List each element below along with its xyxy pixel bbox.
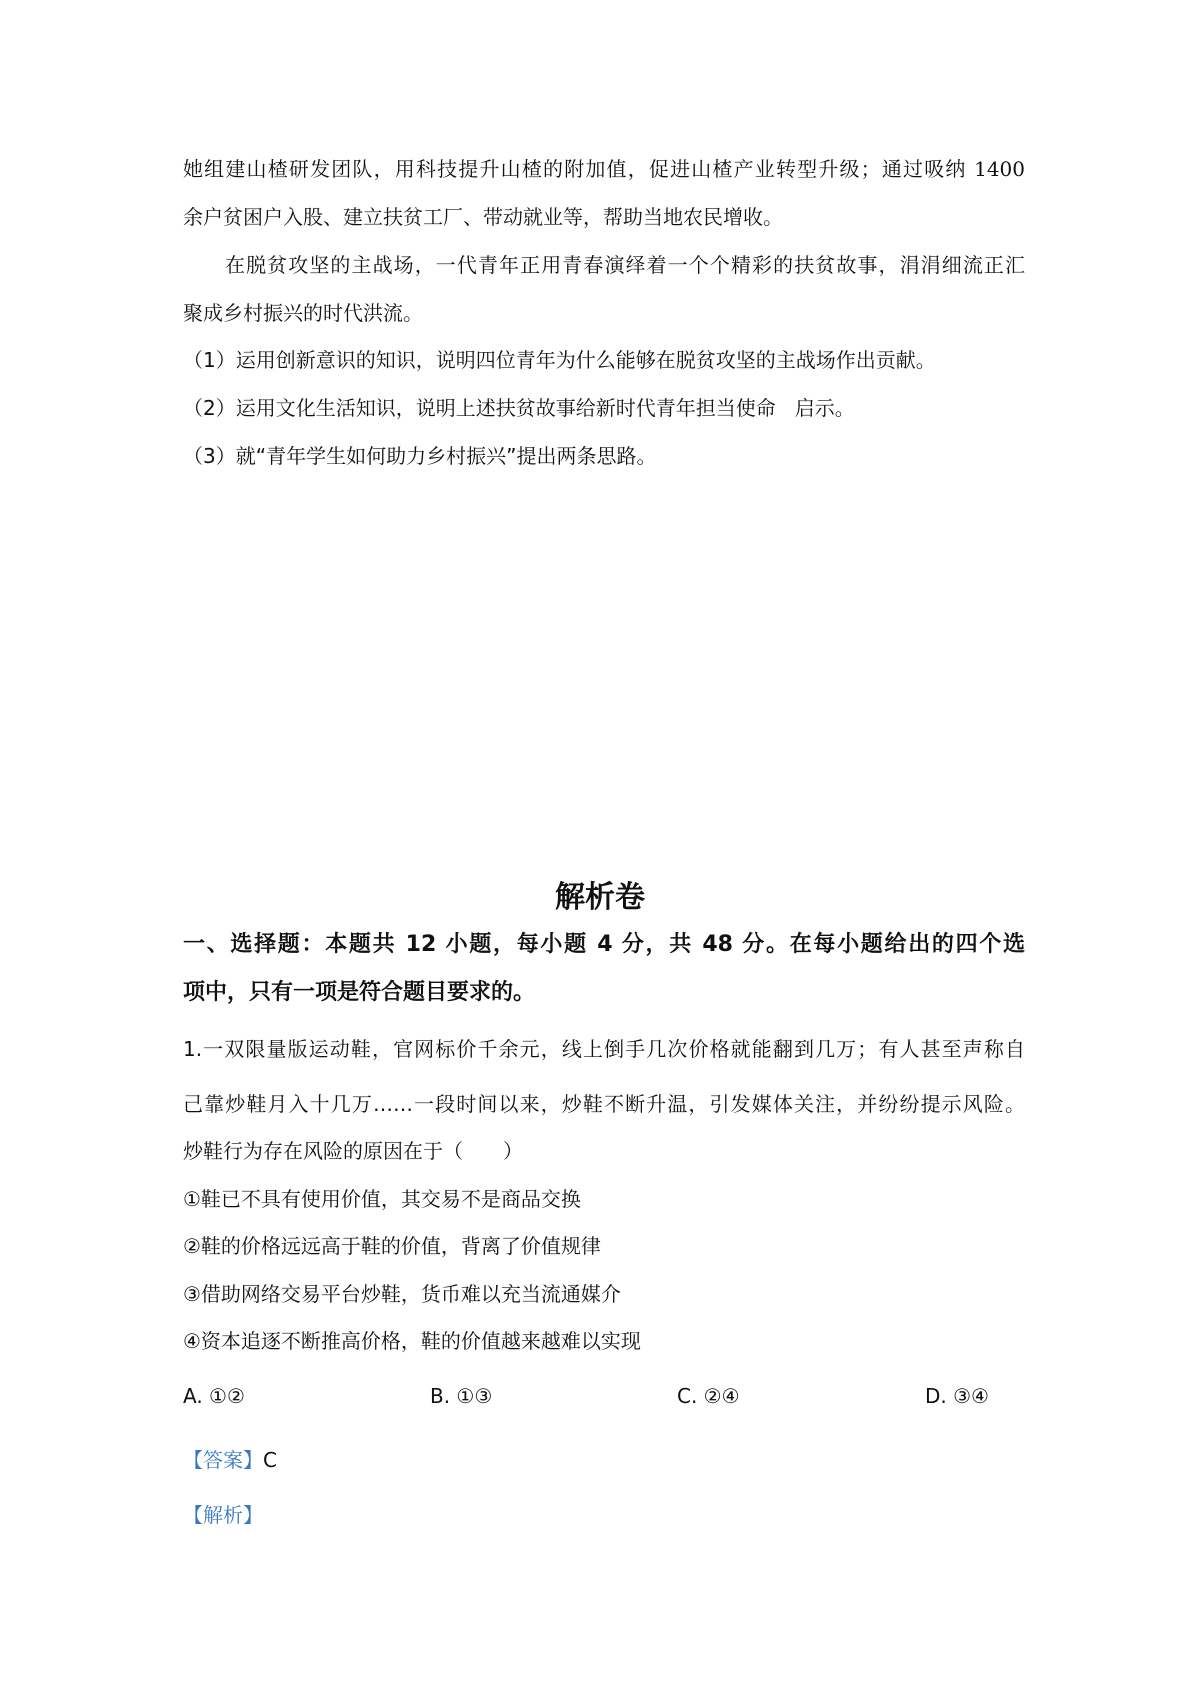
- section-heading: 一、选择题：本题共 12 小题，每小题 4 分，共 48 分。在每小题给出的四个选: [183, 932, 1025, 957]
- section-heading: 项中，只有一项是符合题目要求的。: [183, 980, 536, 1005]
- passage-line: 余户贫困户入股、建立扶贫工厂、带动就业等，帮助当地农民增收。: [183, 205, 783, 229]
- option-b: B. ①③: [430, 1384, 493, 1408]
- question-stem: 己靠炒鞋月入十几万……一段时间以来，炒鞋不断升温，引发媒体关注，并纷纷提示风险。: [183, 1092, 1025, 1116]
- question-stem: 炒鞋行为存在风险的原因在于（ ）: [183, 1139, 523, 1163]
- option-a: A. ①②: [183, 1384, 245, 1408]
- passage-line: 她组建山楂研发团队，用科技提升山楂的附加值，促进山楂产业转型升级；通过吸纳 1400: [183, 157, 1025, 181]
- statement: ②鞋的价格远远高于鞋的价值，背离了价值规律: [183, 1234, 601, 1258]
- statement: ①鞋已不具有使用价值，其交易不是商品交换: [183, 1187, 581, 1211]
- passage-line: 在脱贫攻坚的主战场，一代青年正用青春演绎着一个个精彩的扶贫故事，涓涓细流正汇: [225, 253, 1025, 277]
- section-title: 解析卷: [555, 880, 645, 915]
- analysis-tag: 【解析】: [183, 1503, 263, 1527]
- passage-line: 聚成乡村振兴的时代洪流。: [183, 301, 423, 325]
- statement: ③借助网络交易平台炒鞋，货币难以充当流通媒介: [183, 1282, 621, 1306]
- question-item: （2）运用文化生活知识，说明上述扶贫故事给新时代青年担当使命 启示。: [183, 396, 855, 420]
- option-d: D. ③④: [925, 1384, 989, 1408]
- statement: ④资本追逐不断推高价格，鞋的价值越来越难以实现: [183, 1329, 641, 1353]
- answer-tag: 【答案】: [183, 1448, 263, 1472]
- answer-value: C: [263, 1448, 277, 1472]
- question-item: （1）运用创新意识的知识，说明四位青年为什么能够在脱贫攻坚的主战场作出贡献。: [183, 348, 936, 372]
- option-c: C. ②④: [677, 1384, 740, 1408]
- question-stem: 1.一双限量版运动鞋，官网标价千余元，线上倒手几次价格就能翻到几万；有人甚至声称自: [183, 1037, 1025, 1061]
- question-item: （3）就“青年学生如何助力乡村振兴”提出两条思路。: [183, 444, 657, 468]
- answer-line: [183, 1447, 277, 1473]
